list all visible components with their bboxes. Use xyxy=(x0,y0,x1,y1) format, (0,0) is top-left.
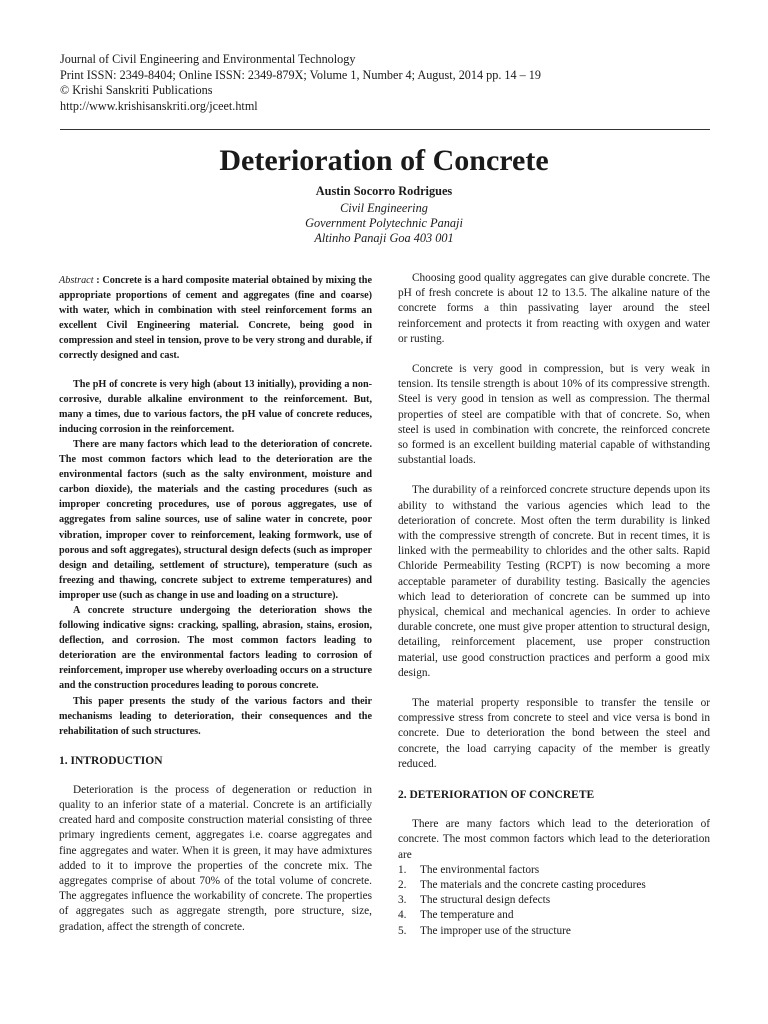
affiliation-address: Altinho Panaji Goa 403 001 xyxy=(314,231,454,245)
abstract-paragraph: Abstract : Concrete is a hard composite material obtained by mixing the appropriate proportions of cement and aggregates (fine and coarse) with water, which in combination with steel reinforcement forms an excellent Civil Engineering material. Concrete, being good in compression and steel in tension, prove to be very strong and durable, if correctly designed and cast. xyxy=(59,275,372,362)
abstract-paragraph: There are many factors which lead to the deterioration of concrete. The most common factors which lead to the deterioration are the environmental factors (such as the salty environment, moisture and carbon dioxide), the materials and the casting procedures (such as improper concreting procedures, use of porous aggregates, use of aggregates from saline sources, use of saline water in concrete, poor vibration, improper cover to reinforcement, leaking formwork, use of porous and soft aggregates), structural design defects (such as improper design and detailing, settlement of structure), temperature (such as freezing and thawing, concrete subject to extreme temperatures) and improper use (such as change in use and loading on a structure). xyxy=(59,438,372,601)
author-name: Austin Socorro Rodrigues xyxy=(315,184,453,198)
body-paragraph: Concrete is very good in compression, but is very weak in tension. Its tensile strength is about 10% of its compressive strength. Steel is very good in tension as well as compression. The thermal properties of steel are compatible with that of concrete. So, when steel is used in combination with concrete, the reinforced concrete so formed is an excellent building material capable of withstanding substantial loads. xyxy=(398,363,710,467)
body-paragraph: There are many factors which lead to the deterioration of concrete. The most common factors which lead to the deterioration are xyxy=(398,818,710,861)
list-item: 3. The structural design defects xyxy=(398,894,551,907)
factor-list xyxy=(398,863,710,939)
body-paragraph: Deterioration is the process of degeneration or reduction in quality to an inferior state of a material. Concrete is an artificially created hard and composite construction material consisting of three primary ingredients cement, aggregates i.e. coarse aggregates and fine aggregates and water. When it is green, it may have admixtures added to it to improve the properties of the concrete mix. The aggregates comprise of about 70% of the total volume of concrete. The aggregates influence the workability of concrete. The properties of aggregates such as aggregate strength, pore structure, size, gradation, affect the strength of concrete. xyxy=(59,783,372,933)
list-item: 5. The improper use of the structure xyxy=(398,924,571,937)
issn-info: Print ISSN: 2349-8404; Online ISSN: 2349-879X; Volume 1, Number 4; August, 2014 pp. 14 – 19 xyxy=(60,67,541,82)
right-column xyxy=(398,271,710,939)
journal-header xyxy=(60,52,720,114)
paper-title: Deterioration of Concrete xyxy=(219,144,549,177)
affiliation-institution: Government Polytechnic Panaji xyxy=(305,216,463,230)
journal-url[interactable]: http://www.krishisanskriti.org/jceet.html xyxy=(60,98,258,113)
abstract-paragraph: This paper presents the study of the various factors and their mechanisms leading to deterioration, their consequences and the rehabilitation of such structures. xyxy=(59,695,372,737)
abstract-paragraph: The pH of concrete is very high (about 13 initially), providing a non-corrosive, durable alkaline environment to the reinforcement. But, many a times, due to various factors, the pH value of concrete reduces, inducing corrosion in the reinforcement. xyxy=(59,378,372,435)
list-item: 4. The temperature and xyxy=(398,909,514,922)
body-paragraph: Choosing good quality aggregates can give durable concrete. The pH of fresh concrete is about 12 to 13.5. The alkaline nature of the concrete forms a thin passivating layer around the steel reinforcement and protects it from reacting with oxygen and water or rusting. xyxy=(398,272,710,345)
affiliation-department: Civil Engineering xyxy=(340,201,428,215)
section-heading-deterioration: 2. DETERIORATION OF CONCRETE xyxy=(398,789,595,802)
body-paragraph: The material property responsible to transfer the tensile or compressive stress from concrete to steel and vice versa is bond in concrete. Due to deterioration the bond between the steel and concrete, the load carrying capacity of the member is greatly reduced. xyxy=(398,697,710,770)
abstract-label: Abstract xyxy=(59,275,94,286)
body-paragraph: The durability of a reinforced concrete structure depends upon its ability to withstand the various agencies which lead to the deterioration of concrete. Most often the term durability is linked with the compressive strength of concrete. But in recent times, it is linked with the permeability to chlorides and the other salts. Rapid Chloride Permeability Testing (RCPT) is now becoming a more acceptable parameter of durability testing. Basically the agencies which lead to deterioration of concrete can be summed up into physical, chemical and mechanical agencies. In order to achieve durable concrete, one must give proper attention to structural design, detailing, reinforcement placement, use proper construction material, use good construction practices and perform a good mix design. xyxy=(398,484,710,679)
list-item: 2. The materials and the concrete casting procedures xyxy=(398,878,646,891)
journal-name: Journal of Civil Engineering and Environmental Technology xyxy=(60,52,356,66)
abstract-paragraph: A concrete structure undergoing the deterioration shows the following indicative signs: cracking, spalling, abrasion, stains, erosion, deflection, and corrosion. The most common factors leading to deterioration are the environmental factors leading to corrosion of reinforcement, improper use whereby overloading occurs on a structure and the construction procedures leading to porous concrete. xyxy=(59,604,372,692)
section-heading-introduction: 1. INTRODUCTION xyxy=(59,754,163,767)
list-item: 1. The environmental factors xyxy=(398,863,540,876)
publisher: © Krishi Sanskriti Publications xyxy=(60,83,213,98)
header-divider xyxy=(60,129,710,130)
left-column xyxy=(59,273,372,935)
